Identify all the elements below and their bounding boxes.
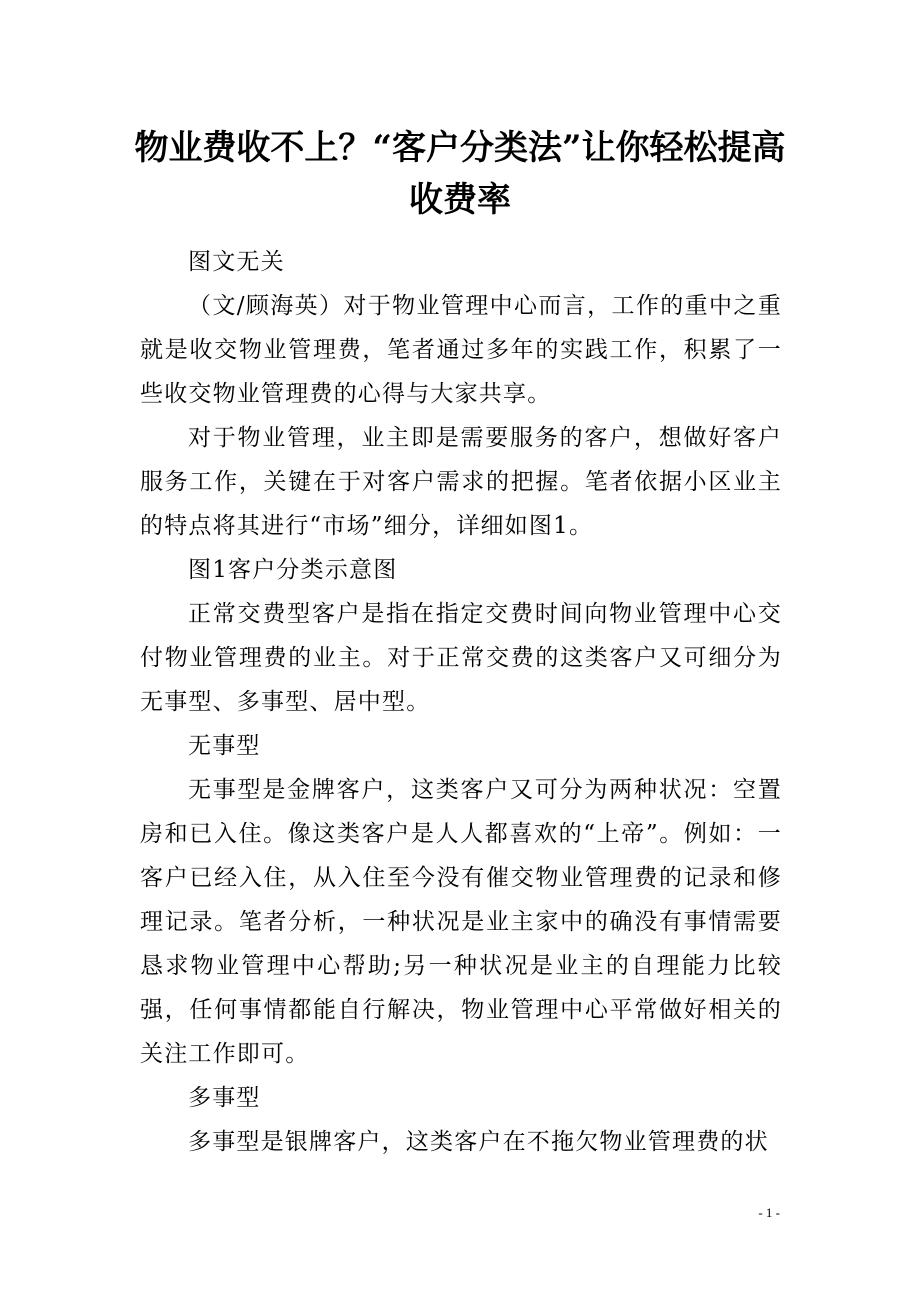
figure-caption: 图1客户分类示意图 [188, 557, 398, 583]
document-body [140, 240, 782, 1164]
paragraph: 无事型是金牌客户，这类客户又可分为两种状况：空置房和已入住。像这类客户是人人都喜欢的“上帝”。例如：一客户已经入住，从入住至今没有催交物业管理费的记录和修理记录。笔者分析，一种状况是业主家中的确没有事情需要恳求物业管理中心帮助;另一种状况是业主的自理能力比较强，任何事情都能自行解决，物业管理中心平常做好相关的关注工作即可。 [140, 777, 782, 1067]
section-heading: 多事型 [188, 1085, 261, 1111]
paragraph: 多事型是银牌客户，这类客户在不拖欠物业管理费的状 [188, 1129, 769, 1155]
section-heading: 无事型 [188, 733, 261, 759]
paragraph: （文/顾海英）对于物业管理中心而言，工作的重中之重就是收交物业管理费，笔者通过多年的实践工作，积累了一些收交物业管理费的心得与大家共享。 [140, 293, 782, 407]
paragraph: 图文无关 [188, 249, 285, 275]
paragraph: 正常交费型客户是指在指定交费时间向物业管理中心交付物业管理费的业主。对于正常交费的这类客户又可细分为无事型、多事型、居中型。 [140, 601, 782, 715]
paragraph: 对于物业管理，业主即是需要服务的客户，想做好客户服务工作，关键在于对客户需求的把握。笔者依据小区业主的特点将其进行“市场”细分，详细如图1。 [140, 425, 782, 539]
document-title: 物业费收不上？“客户分类法”让你轻松提高收费率 [134, 128, 786, 220]
page-number: - 1 - [758, 1205, 780, 1220]
